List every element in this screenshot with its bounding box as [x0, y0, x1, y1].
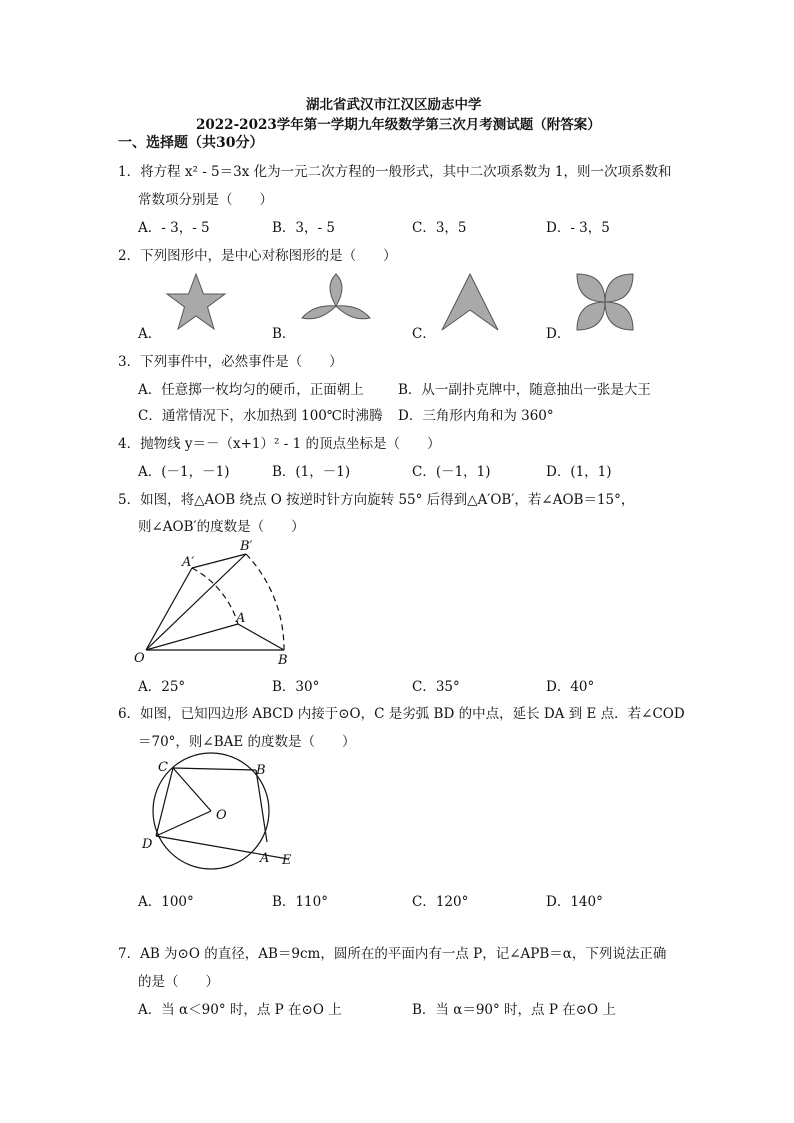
question-5-text-cont: 则∠AOB′的度数是（ ）	[138, 519, 305, 535]
rotation-figure	[130, 538, 310, 672]
three-petal-figure	[300, 272, 372, 332]
document-title-exam: 2022-2023学年第一学期九年级数学第三次月考测试题（附答案）	[196, 117, 601, 133]
question-5-option-b: B．30°	[272, 679, 320, 695]
question-5-option-a: A．25°	[138, 679, 186, 695]
question-1-option-a: A．- 3，- 5	[138, 220, 210, 236]
label-b: B	[278, 653, 288, 668]
question-2-option-a: A．	[138, 326, 162, 342]
label-a: A	[236, 611, 246, 626]
question-5-option-d: D．40°	[546, 679, 595, 695]
question-7-text-cont: 的是（ ）	[138, 974, 219, 990]
question-4-option-d: D．(1，1)	[546, 464, 612, 480]
question-6-option-d: D．140°	[546, 894, 603, 910]
label-o: O	[134, 651, 145, 666]
label-b: B	[256, 763, 266, 778]
question-6-text: 6．如图，已知四边形 ABCD 内接于⊙O，C 是劣弧 BD 的中点，延长 DA 到 E 点．若∠COD	[118, 706, 685, 722]
question-5-option-c: C．35°	[412, 679, 460, 695]
label-b-prime: B′	[240, 539, 253, 554]
question-3-text: 3．下列事件中，必然事件是（ ）	[118, 354, 343, 370]
question-2-option-b: B．	[272, 326, 296, 342]
question-7-option-b: B．当 α＝90° 时，点 P 在⊙O 上	[412, 1002, 616, 1018]
arrowhead-figure	[440, 272, 500, 334]
question-6-option-a: A．100°	[138, 894, 194, 910]
label-a-prime: A′	[182, 555, 195, 570]
four-petal-figure	[574, 272, 636, 332]
question-1-option-d: D．- 3，5	[546, 220, 610, 236]
question-2-option-d: D．	[546, 326, 571, 342]
question-6-option-c: C．120°	[412, 894, 469, 910]
question-4-option-c: C．(－1，1)	[412, 464, 491, 480]
label-c: C	[158, 760, 168, 775]
question-3-option-b: B．从一副扑克牌中，随意抽出一张是大王	[398, 382, 651, 398]
question-2-option-c: C．	[412, 326, 436, 342]
label-o: O	[216, 808, 227, 823]
question-1-text-cont: 常数项分别是（ ）	[138, 192, 273, 208]
question-5-text: 5．如图，将△AOB 绕点 O 按逆时针方向旋转 55° 后得到△A′OB′，若∠AOB＝15°，	[118, 492, 635, 508]
section-heading: 一、选择题（共30分）	[118, 135, 264, 151]
question-3-option-a: A．任意掷一枚均匀的硬币，正面朝上	[138, 382, 364, 398]
circle-figure	[136, 756, 306, 874]
document-title-school: 湖北省武汉市江汉区励志中学	[306, 97, 482, 113]
question-4-text: 4．抛物线 y＝－（x+1）² - 1 的顶点坐标是（ ）	[118, 436, 441, 452]
question-1-option-c: C．3，5	[412, 220, 467, 236]
question-6-option-b: B．110°	[272, 894, 328, 910]
question-1-text: 1．将方程 x² - 5＝3x 化为一元二次方程的一般形式，其中二次项系数为 1，则一次项系数和	[118, 164, 672, 180]
question-7-option-a: A．当 α＜90° 时，点 P 在⊙O 上	[138, 1002, 342, 1018]
question-6-text-cont: ＝70°，则∠BAE 的度数是（ ）	[138, 734, 356, 750]
question-7-text: 7．AB 为⊙O 的直径，AB＝9cm，圆所在的平面内有一点 P，记∠APB＝α，下列说法正确	[118, 946, 667, 962]
question-2-text: 2．下列图形中，是中心对称图形的是（ ）	[118, 248, 397, 264]
question-3-option-d: D．三角形内角和为 360°	[398, 408, 554, 424]
label-d: D	[142, 837, 153, 852]
star-figure	[164, 272, 228, 332]
label-e: E	[282, 853, 292, 868]
question-4-option-a: A．(－1，－1)	[138, 464, 230, 480]
question-3-option-c: C．通常情况下，水加热到 100℃时沸腾	[138, 408, 383, 424]
question-1-option-b: B．3，- 5	[272, 220, 335, 236]
question-4-option-b: B．(1，－1)	[272, 464, 351, 480]
label-a: A	[260, 851, 270, 866]
